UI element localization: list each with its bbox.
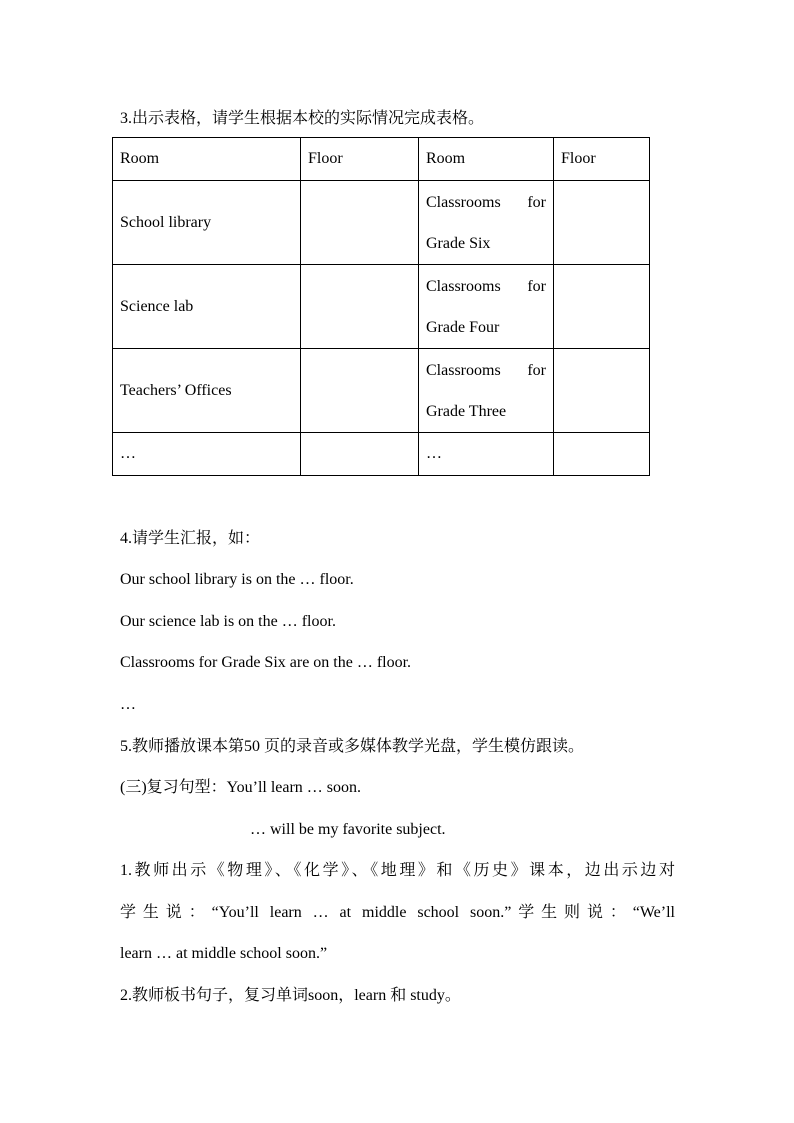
cell-room-1: … — [113, 433, 301, 476]
example-sentence: Our science lab is on the … floor. — [120, 613, 336, 630]
table-row — [113, 433, 650, 476]
cell-room-2-line1: Classrooms for — [426, 277, 546, 295]
table-row — [113, 181, 650, 265]
cell-floor-1 — [301, 265, 419, 349]
cell-room-1: Science lab — [113, 265, 301, 349]
cell-floor-1 — [301, 181, 419, 265]
cell-room-2: … — [419, 433, 554, 476]
header-floor-1: Floor — [301, 138, 419, 181]
cell-room-2-line2: Grade Three — [426, 402, 507, 420]
cell-room-2 — [419, 181, 554, 265]
cell-room-2-line1: Classrooms for — [426, 361, 546, 379]
header-room-2: Room — [419, 138, 554, 181]
cell-floor-2 — [554, 265, 650, 349]
table-row — [113, 349, 650, 433]
cell-room-2-line1: Classrooms for — [426, 193, 546, 211]
cell-floor-1 — [301, 349, 419, 433]
cell-room-1: Teachers’ Offices — [113, 349, 301, 433]
header-room-1: Room — [113, 138, 301, 181]
example-sentence: Our school library is on the … floor. — [120, 571, 354, 588]
example-ellipsis: … — [120, 696, 136, 713]
table-header-row — [113, 138, 650, 181]
cell-room-2-line2: Grade Four — [426, 318, 500, 336]
step1-line3: learn … at middle school soon.” — [120, 945, 328, 962]
step5-text: 5.教师播放课本第50 页的录音或多媒体教学光盘，学生模仿跟读。 — [120, 738, 585, 755]
cell-floor-2 — [554, 349, 650, 433]
cell-room-1: School library — [113, 181, 301, 265]
cell-floor-2 — [554, 181, 650, 265]
step1-line1: 1.教师出示《物理》、《化学》、《地理》和《历史》课本，边出示边对 — [120, 862, 675, 879]
header-floor-2: Floor — [554, 138, 650, 181]
cell-room-2 — [419, 349, 554, 433]
cell-floor-1 — [301, 433, 419, 476]
section3-subline: … will be my favorite subject. — [250, 821, 446, 838]
cell-room-2 — [419, 265, 554, 349]
step1-line2: 学生说：“You’ll learn … at middle school soon.”学生则说：“We’ll — [120, 904, 675, 921]
example-sentence: Classrooms for Grade Six are on the … floor. — [120, 654, 412, 671]
cell-floor-2 — [554, 433, 650, 476]
floor-table — [112, 137, 650, 476]
table-row — [113, 265, 650, 349]
step4-heading: 4.请学生汇报，如： — [120, 530, 261, 547]
cell-room-2-line2: Grade Six — [426, 234, 491, 252]
section3-title: (三)复习句型：You’ll learn … soon. — [120, 779, 362, 796]
step2-text: 2.教师板书句子，复习单词soon，learn 和 study。 — [120, 987, 461, 1004]
step3-heading: 3.出示表格，请学生根据本校的实际情况完成表格。 — [120, 110, 485, 127]
